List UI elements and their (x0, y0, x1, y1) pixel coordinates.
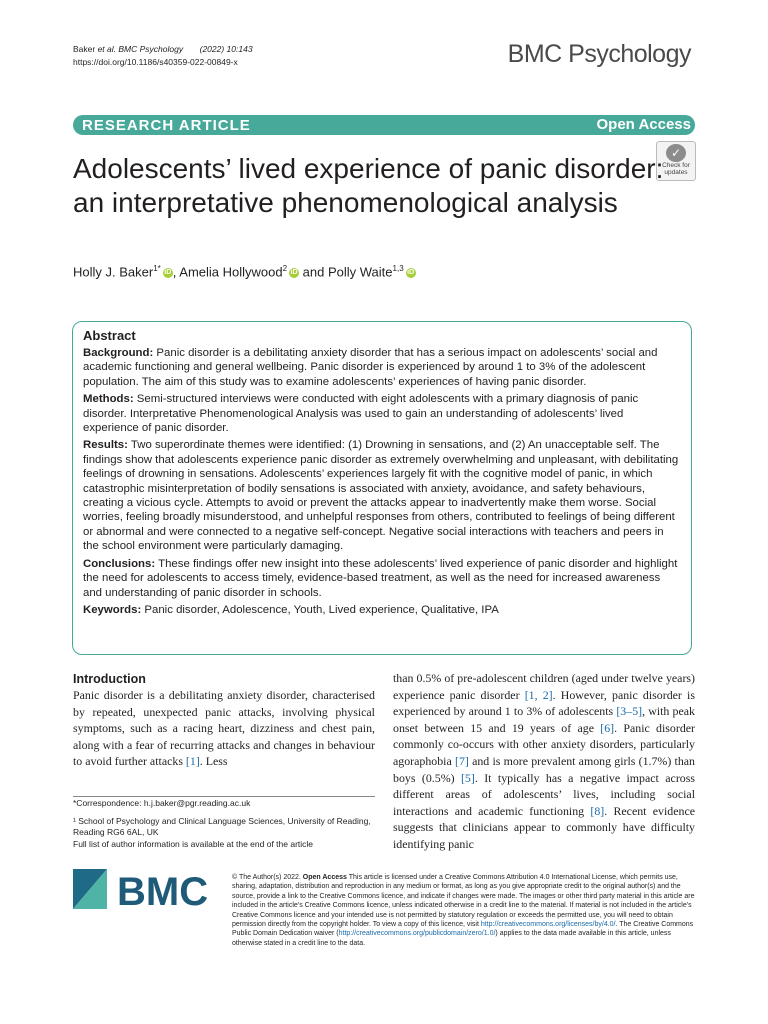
author-affiliation: 1,3 (392, 264, 404, 273)
background-label: Background: (83, 347, 154, 359)
open-access-label: Open Access (596, 116, 691, 133)
orcid-icon[interactable]: iD (407, 268, 415, 276)
methods-text: Semi-structured interviews were conducted with eight adolescents with a primary diagnosis of panic disorder. Interpretative Phenomenological Analysis was used to gain an understanding of adolescents’ lived experience of panic disorder. (83, 393, 639, 435)
orcid-icon[interactable]: iD (164, 268, 172, 276)
author-list (73, 264, 416, 279)
footnote-divider (73, 796, 375, 797)
conclusions-text: These findings offer new insight into these adolescents’ lived experience of panic disorder and highlight the need for adolescents to access timely, evidence-based treatment, as well as the need for increased awareness and understanding of panic disorder in schools. (83, 557, 678, 599)
abstract-keywords (83, 603, 681, 617)
citation-link[interactable]: [5] (460, 770, 475, 785)
intro-text: Panic disorder is a debilitating anxiety disorder, characterised by repeated, unexpected panic attacks, involving physical symptoms, such as a racing heart, dizziness and chest pain, along with a fear of recurring attacks and changes in behaviour to avoid further attacks (73, 688, 375, 769)
keywords-text: Panic disorder, Adolescence, Youth, Lived experience, Qualitative, IPA (144, 603, 499, 616)
citation-authors: Baker (73, 44, 98, 54)
affiliation-note: ¹ School of Psychology and Clinical Language Sciences, University of Reading, Reading RG6 6AL, UK (73, 816, 371, 837)
methods-label: Methods: (83, 393, 134, 406)
conclusions-label: Conclusions: (83, 557, 156, 570)
author-name[interactable]: Polly Waite (327, 264, 393, 280)
abstract-methods (83, 392, 681, 435)
abstract-conclusions (83, 557, 681, 600)
citation-link[interactable]: [6] (600, 720, 615, 735)
body-right-column (393, 670, 695, 853)
citation-journal: et al. BMC Psychology (97, 44, 184, 54)
body-left-column (73, 672, 375, 770)
body-text: . However, panic disorder is experienced by around 1 to 3% of adolescents (393, 687, 695, 719)
bmc-logo (73, 869, 218, 918)
author-info-note: Full list of author information is available at the end of the article (73, 839, 314, 849)
author-name[interactable]: Amelia Hollywood (179, 264, 283, 280)
correspondence-note[interactable]: *Correspondence: h.j.baker@pgr.reading.ac.uk (73, 798, 251, 808)
check-updates-line2: updates (664, 169, 688, 176)
results-label: Results: (83, 439, 128, 452)
citation-link[interactable]: [1, 2] (524, 687, 553, 702)
orcid-icon[interactable]: iD (290, 268, 298, 276)
background-text: Panic disorder is a debilitating anxiety disorder that has a serious impact on adolescents’ social and academic functioning and general wellbeing. Panic disorder is experienced by around 1 to 3% of the adolescent population. The aim of this study was to examine adolescents’ experiences of having panic disorder. (83, 347, 658, 388)
citation-header (73, 43, 253, 69)
introduction-heading: Introduction (73, 672, 146, 686)
citation-link[interactable]: [8] (590, 803, 605, 818)
citation-link[interactable]: [3–5] (616, 704, 643, 719)
license-open-access: Open Access (302, 874, 347, 881)
body-text: than 0.5% of pre-adolescent children (aged under twelve years) experience panic disorder (393, 671, 695, 702)
citation-link[interactable]: [1] (185, 754, 200, 769)
abstract-background (83, 346, 681, 389)
waiver-link[interactable]: http://creativecommons.org/publicdomain/zero/1.0/ (338, 930, 496, 938)
abstract-results (83, 438, 681, 553)
copyright-text: © The Author(s) 2022. (232, 874, 303, 881)
license-text: . The Creative Commons Public Domain Dedication waiver ( (232, 921, 694, 938)
check-updates-line1: Check for (662, 162, 690, 169)
citation-link[interactable]: [7] (454, 753, 469, 768)
body-text: . Recent evidence suggests that clinicians appear to commonly have difficulty identifying panic (393, 803, 695, 851)
intro-text: . Less (199, 754, 228, 769)
article-type-label: RESEARCH ARTICLE (82, 117, 251, 134)
keywords-label: Keywords: (83, 603, 142, 616)
license-text: This article is licensed under a Creative Commons Attribution 4.0 International License, which permits use, sharing, adaptation, distribution and reproduction in any medium or format, as long as you give appropriate credit to the original author(s) and the source, provide a link to the Creative Commons licence, and indicate if changes were made. The images or other third party material in this article are included in the article’s Creative Commons licence, unless indicated otherwise in a credit line to the material. If material is not included in the article’s Creative Commons licence and your intended use is not permitted by statutory regulation or exceeds the permitted use, you will need to obtain permission directly from the copyright holder. To view a copy of this licence, visit (232, 874, 695, 929)
license-statement (232, 873, 695, 948)
body-text: and is more prevalent among girls (1.7%) than boys (0.5%) (393, 753, 695, 785)
author-name[interactable]: Holly J. Baker (73, 264, 154, 280)
bmc-logo-text: BMC (117, 870, 209, 913)
author-affiliation: 1* (153, 264, 161, 273)
article-title: Adolescents’ lived experience of panic disorder: an interpretative phenomenological analysis (73, 153, 664, 218)
citation-year: (2022) 10:143 (199, 44, 253, 54)
journal-title: BMC Psychology (507, 40, 691, 68)
bmc-logo-icon (73, 869, 218, 913)
author-affiliation: 2 (282, 264, 288, 273)
author-separator: and (299, 264, 328, 280)
check-updates-icon: ✓ (666, 144, 686, 162)
body-text: , with peak onset between 15 and 19 years of age (393, 704, 695, 735)
abstract-box (72, 321, 692, 655)
license-text: ) applies to the data made available in this article, unless otherwise stated in a credit line to the data. (232, 930, 671, 947)
doi-link[interactable]: https://doi.org/10.1186/s40359-022-00849-x (73, 57, 238, 67)
results-text: Two superordinate themes were identified: (1) Drowning in sensations, and (2) An unacceptable self. The findings show that adolescents experience panic disorder as extremely overwhelming and unpleasant, with debilitating feelings of drowning in sensations. Adolescents’ experiences largely fit with the cognitive model of panic, in which catastrophic misinterpretation of bodily sensations is associated with anxiety, avoidance, and safety behaviours, creating a vicious cycle. Attempts to avoid or prevent the attacks appear to inadvertently make them worse. Social worries, feeling broadly misunderstood, and unhelpful responses from others, contributed to feelings of being different or abnormal and were connected to a negative self-concept. Negative social interactions with teachers and peers in the school environment were particularly damaging. (83, 439, 679, 553)
abstract-heading: Abstract (83, 328, 136, 343)
author-separator: , (172, 264, 180, 280)
body-text: . It typically has a negative impact across different areas of adolescents’ lives, including social interactions and academic functioning (393, 770, 695, 818)
license-link[interactable]: http://creativecommons.org/licenses/by/4.0/ (480, 921, 616, 929)
body-text: . Panic disorder commonly co-occurs with other anxiety disorders, particularly agoraphobia (393, 720, 695, 768)
